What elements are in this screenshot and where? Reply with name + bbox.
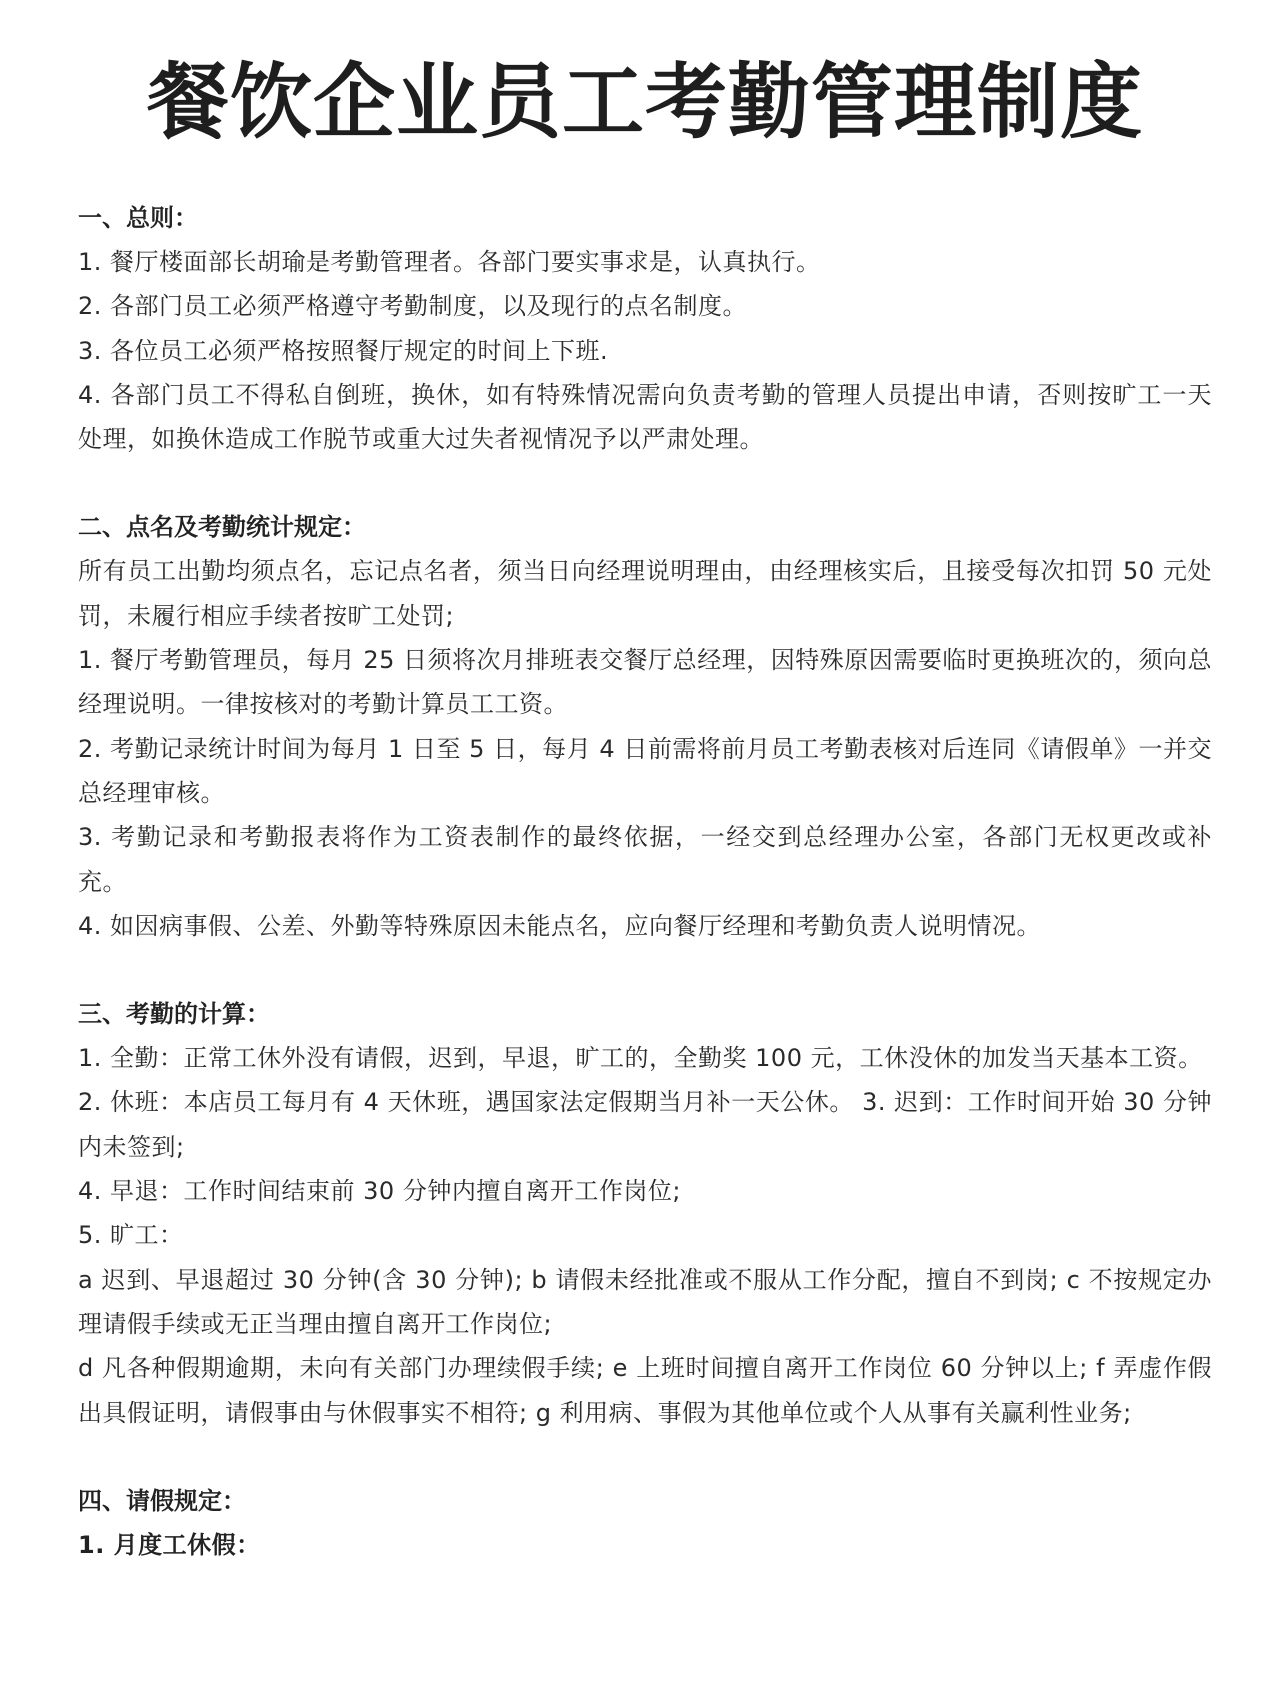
- paragraph: 5. 旷工：: [78, 1221, 184, 1250]
- paragraph: 1. 月度工休假：: [78, 1530, 261, 1559]
- section-leave-rules: [78, 1479, 1212, 1567]
- document-body: [78, 196, 1212, 1567]
- section-heading: 二、点名及考勤统计规定：: [78, 513, 366, 542]
- paragraph: 2. 考勤记录统计时间为每月 1 日至 5 日，每月 4 日前需将前月员工考勤表核对后连同《请假单》一并交总经理审核。: [78, 734, 1212, 807]
- paragraph: 4. 各部门员工不得私自倒班，换休，如有特殊情况需向负责考勤的管理人员提出申请，否则按旷工一天处理，如换休造成工作脱节或重大过失者视情况予以严肃处理。: [78, 380, 1212, 454]
- paragraph: 1. 餐厅楼面部长胡瑜是考勤管理者。各部门要实事求是，认真执行。: [78, 248, 821, 276]
- section-rollcall-statistics: [78, 505, 1212, 948]
- paragraph: 所有员工出勤均须点名，忘记点名者，须当日向经理说明理由，由经理核实后，且接受每次扣罚 50 元处罚，未履行相应手续者按旷工处罚;: [78, 557, 1212, 630]
- paragraph: 3. 各位员工必须严格按照餐厅规定的时间上下班.: [78, 336, 609, 365]
- section-attendance-calculation: [78, 992, 1212, 1435]
- paragraph: 3. 考勤记录和考勤报表将作为工资表制作的最终依据，一经交到总经理办公室，各部门无权更改或补充。: [78, 823, 1212, 896]
- document-title: 餐饮企业员工考勤管理制度: [146, 55, 1143, 150]
- paragraph: 1. 餐厅考勤管理员，每月 25 日须将次月排班表交餐厅总经理，因特殊原因需要临时更换班次的，须向总经理说明。一律按核对的考勤计算员工工资。: [78, 646, 1212, 719]
- paragraph: 1. 全勤：正常工休外没有请假，迟到，早退，旷工的，全勤奖 100 元，工休没休的加发当天基本工资。: [78, 1044, 1203, 1073]
- section-heading: 一、总则：: [78, 204, 198, 232]
- paragraph: 4. 早退：工作时间结束前 30 分钟内擅自离开工作岗位;: [78, 1177, 681, 1206]
- paragraph: a 迟到、早退超过 30 分钟(含 30 分钟); b 请假未经批准或不服从工作分配，擅自不到岗; c 不按规定办理请假手续或无正当理由擅自离开工作岗位;: [78, 1265, 1212, 1338]
- section-heading: 三、考勤的计算：: [78, 1000, 270, 1029]
- paragraph: 2. 各部门员工必须严格遵守考勤制度，以及现行的点名制度。: [78, 292, 748, 321]
- section-general: [78, 196, 1212, 461]
- paragraph: d 凡各种假期逾期，未向有关部门办理续假手续; e 上班时间擅自离开工作岗位 60 分钟以上; f 弄虚作假出具假证明，请假事由与休假事实不相符; g 利用病、事假为其他单位或个人从事有关赢利性业务;: [78, 1354, 1212, 1427]
- paragraph: 2. 休班：本店员工每月有 4 天休班，遇国家法定假期当月补一天公休。 3. 迟到：工作时间开始 30 分钟内未签到;: [78, 1088, 1212, 1161]
- paragraph: 4. 如因病事假、公差、外勤等特殊原因未能点名，应向餐厅经理和考勤负责人说明情况。: [78, 911, 1042, 940]
- section-heading: 四、请假规定：: [78, 1486, 246, 1515]
